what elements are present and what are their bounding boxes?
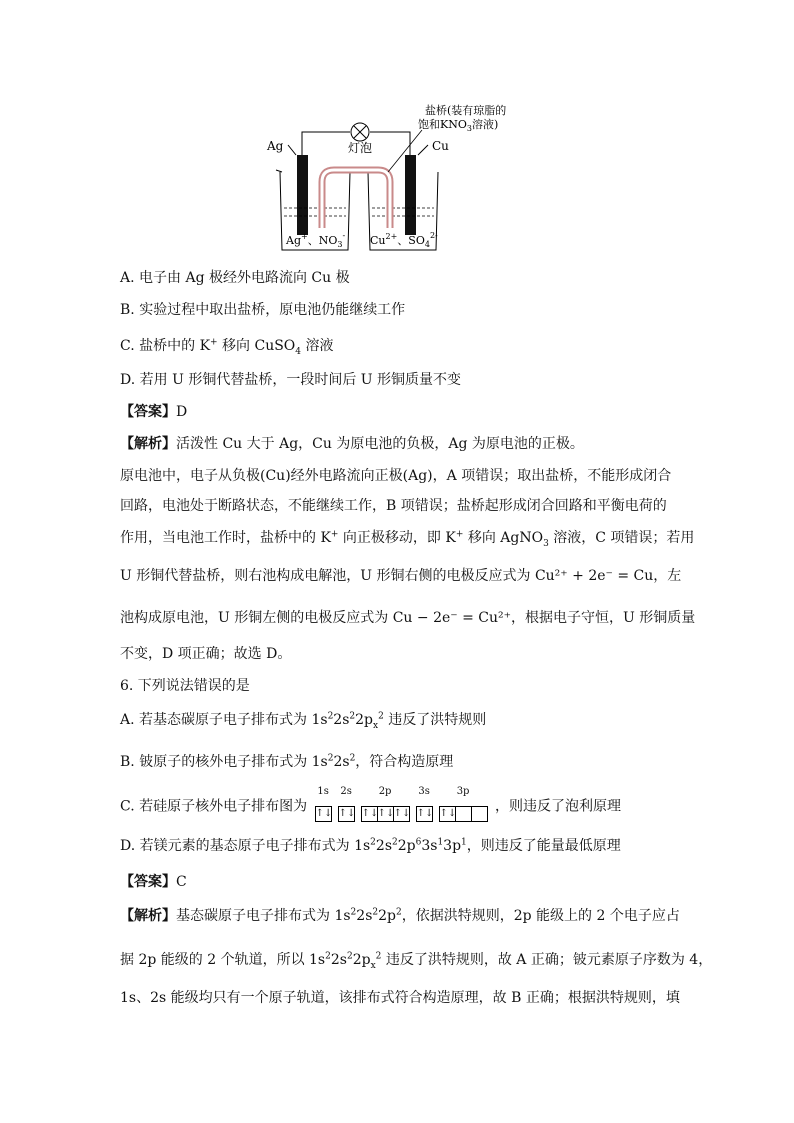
q6-stem: 6. 下列说法错误的是 [120,678,250,694]
cu-electrode [405,155,416,235]
q6-answer: 【答案】C [120,874,187,890]
orbital-box [455,807,471,821]
orbital-group-3p [439,786,488,827]
left-solution-label: Ag+、$NO_3^-$ [286,231,346,249]
orbital-group-1s [315,786,332,827]
q5-analysis-7: 不变，D 项正确；故选 D。 [120,646,292,662]
salt-bridge [322,170,390,228]
q5-analysis-3: 回路，电池处于断路状态，不能继续工作，B 项错误；盐桥起形成闭合回路和平衡电荷的 [120,498,667,514]
q5-option-b: B. 实验过程中取出盐桥，原电池仍能继续工作 [120,302,406,318]
cu-label: Cu [432,139,449,153]
right-solution-label: $Cu^{2+}$、$SO_4^{2-}$ [370,231,438,249]
q5-answer: 【答案】D [120,404,188,420]
orbital-box: ↑↓ [416,808,434,819]
orbital-label: 2s [340,786,352,797]
q6-analysis-2: 据 2p 能级的 2 个轨道，所以 $1s^22s^22p_x^2$ 违反了洪特规则，故 A 正确；铍元素原子序数为 4， [120,951,713,971]
q6-option-c: C. 若硅原子核外电子排布图为 1s ↑↓ 2s ↑↓ 2p ↑↓ ↑↓ ↑↓ 3s ↑↓ 3p ↑↓ ，则违反了泡利原理 [120,786,621,816]
orbital-group-2p [361,786,410,827]
orbital-box: ↑↓ [377,808,395,819]
q6-option-b: B. 铍原子的核外电子排布式为 $1s^22s^2$，符合构造原理 [120,753,454,770]
q5-analysis-4: 作用，当电池工作时，盐桥中的 K+ 向正极移动，即 K+ 移向 AgNO$_3$ 溶液，C 项错误；若用 [120,529,695,549]
q5-analysis-6: 池构成原电池，U 形铜左侧的电极反应式为 Cu − 2e⁻ = Cu²⁺，根据电子守恒，U 形铜质量 [120,610,696,626]
q5-option-d: D. 若用 U 形铜代替盐桥，一段时间后 U 形铜质量不变 [120,372,462,388]
q5-option-a: A. 电子由 Ag 极经外电路流向 Cu 极 [120,270,350,286]
orbital-label: 2p [378,786,392,797]
q5-analysis-2: 原电池中，电子从负极(Cu)经外电路流向正极(Ag)，A 项错误；取出盐桥，不能形成闭合 [120,468,672,484]
q5-option-c: C. 盐桥中的 K+ 移向 CuSO$_4$ 溶液 [120,337,334,357]
orbital-box: ↑↓ [361,808,379,819]
q6-option-a: A. 若基态碳原子电子排布式为 $1s^22s^22p_x^2$ 违反了洪特规则 [120,711,487,731]
salt-bridge-label-1: 盐桥(装有琼脂的 [425,104,507,117]
orbital-label: 1s [317,786,329,797]
bulb-label: 灯泡 [348,141,373,155]
orbital-label: 3s [418,786,430,797]
q5-analysis-1: 【解析】活泼性 Cu 大于 Ag，Cu 为原电池的负极，Ag 为原电池的正极。 [120,436,584,452]
orbital-group-2s [338,786,355,827]
q6-option-d: D. 若镁元素的基态原子电子排布式为 $1s^22s^22p^63s^13p^1$，则违反了能量最低原理 [120,837,621,854]
orbital-box: ↑↓ [393,808,411,819]
q6-analysis-3: 1s、2s 能级均只有一个原子轨道，该排布式符合构造原理，故 B 正确；根据洪特规则，填 [120,990,680,1006]
orbital-box [471,807,487,821]
ag-label: Ag [267,139,284,153]
orbital-box: ↑↓ [338,808,356,819]
q5-analysis-5: U 形铜代替盐桥，则右池构成电解池，U 形铜右侧的电极反应式为 Cu²⁺ + 2e⁻ = Cu，左 [120,568,682,584]
orbital-label: 3p [456,786,470,797]
orbital-diagram [312,786,491,819]
orbital-box: ↑↓ [315,808,333,819]
galvanic-cell-diagram [260,100,550,260]
bulb-icon [351,123,369,141]
ag-electrode [297,155,308,235]
orbital-box: ↑↓ [439,808,457,819]
q6-analysis-1: 【解析】基态碳原子电子排布式为 $1s^22s^22p^2$，依据洪特规则，2p 能级上的 2 个电子应占 [120,907,680,924]
salt-bridge-label-2: 饱和$KNO_3$溶液) [418,118,499,133]
orbital-group-3s [416,786,433,827]
